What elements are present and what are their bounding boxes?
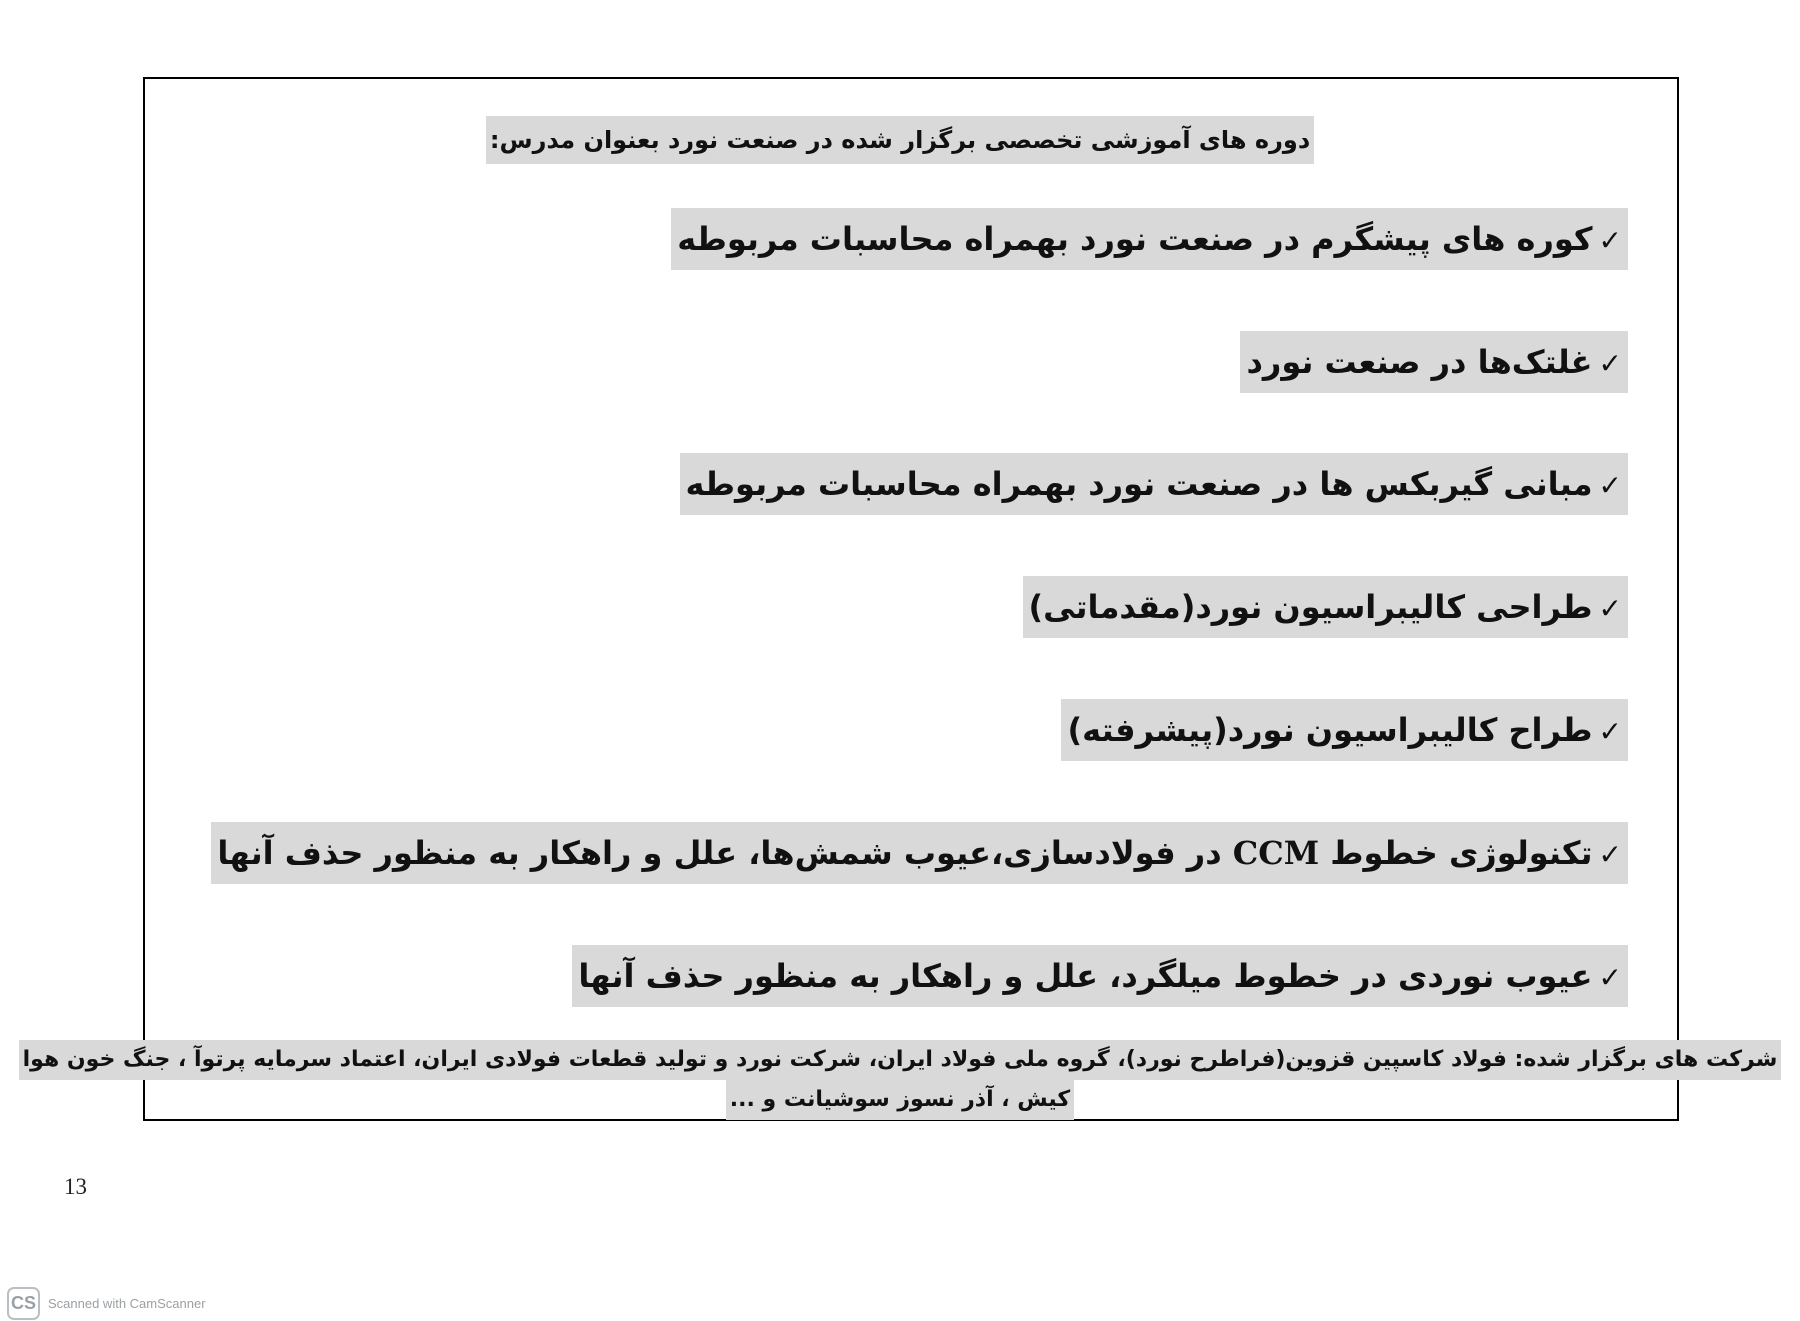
course-item (572, 945, 1628, 1007)
course-item (211, 822, 1628, 884)
camscanner-watermark (7, 1287, 206, 1320)
check-icon: ✓ (1598, 838, 1622, 871)
course-item (671, 208, 1628, 270)
courses-heading (0, 116, 1800, 164)
course-item-text-part1: تکنولوژی خطوط (1330, 834, 1593, 872)
course-item-text-part2: در فولادسازی،عیوب شمش‌ها، علل و راهکار به منظور حذف آنها (217, 834, 1222, 872)
check-icon: ✓ (1598, 469, 1622, 502)
course-item (1061, 699, 1628, 761)
course-item (680, 453, 1629, 515)
course-item-text: طراحی کالیبراسیون نورد(مقدماتی) (1028, 588, 1593, 626)
course-item-text: عیوب نوردی در خطوط میلگرد، علل و راهکار به منظور حذف آنها (578, 957, 1593, 995)
check-icon: ✓ (1598, 224, 1622, 257)
course-item-text: کوره های پیشگرم در صنعت نورد بهمراه محاسبات مربوطه (677, 220, 1593, 258)
heading-text: دوره های آموزشی تخصصی برگزار شده در صنعت نورد بعنوان مدرس: (486, 116, 1314, 164)
companies-line-2: کیش ، آذر نسوز سوشیانت و ... (726, 1080, 1074, 1120)
check-icon: ✓ (1598, 347, 1622, 380)
camscanner-logo-icon: CS (7, 1287, 40, 1320)
course-item-acronym: CCM (1232, 834, 1320, 872)
check-icon: ✓ (1598, 961, 1622, 994)
course-item (1023, 576, 1628, 638)
companies-note (0, 1040, 1800, 1120)
course-item-text: غلتک‌ها در صنعت نورد (1246, 343, 1593, 381)
check-icon: ✓ (1598, 592, 1622, 625)
course-item-text: مبانی گیربکس ها در صنعت نورد بهمراه محاسبات مربوطه (685, 465, 1593, 503)
watermark-text: Scanned with CamScanner (48, 1296, 206, 1311)
check-icon: ✓ (1598, 715, 1622, 748)
companies-line-1: شرکت های برگزار شده: فولاد کاسپین قزوین(فراطرح نورد)، گروه ملی فولاد ایران، شرکت نورد و تولید قطعات فولادی ایران، اعتماد سرمایه پرتوآ ، جنگ خون هوا (19, 1040, 1782, 1080)
course-item (1240, 331, 1628, 393)
page-number: 13 (64, 1174, 87, 1199)
course-item-text: طراح کالیبراسیون نورد(پیشرفته) (1067, 711, 1593, 749)
